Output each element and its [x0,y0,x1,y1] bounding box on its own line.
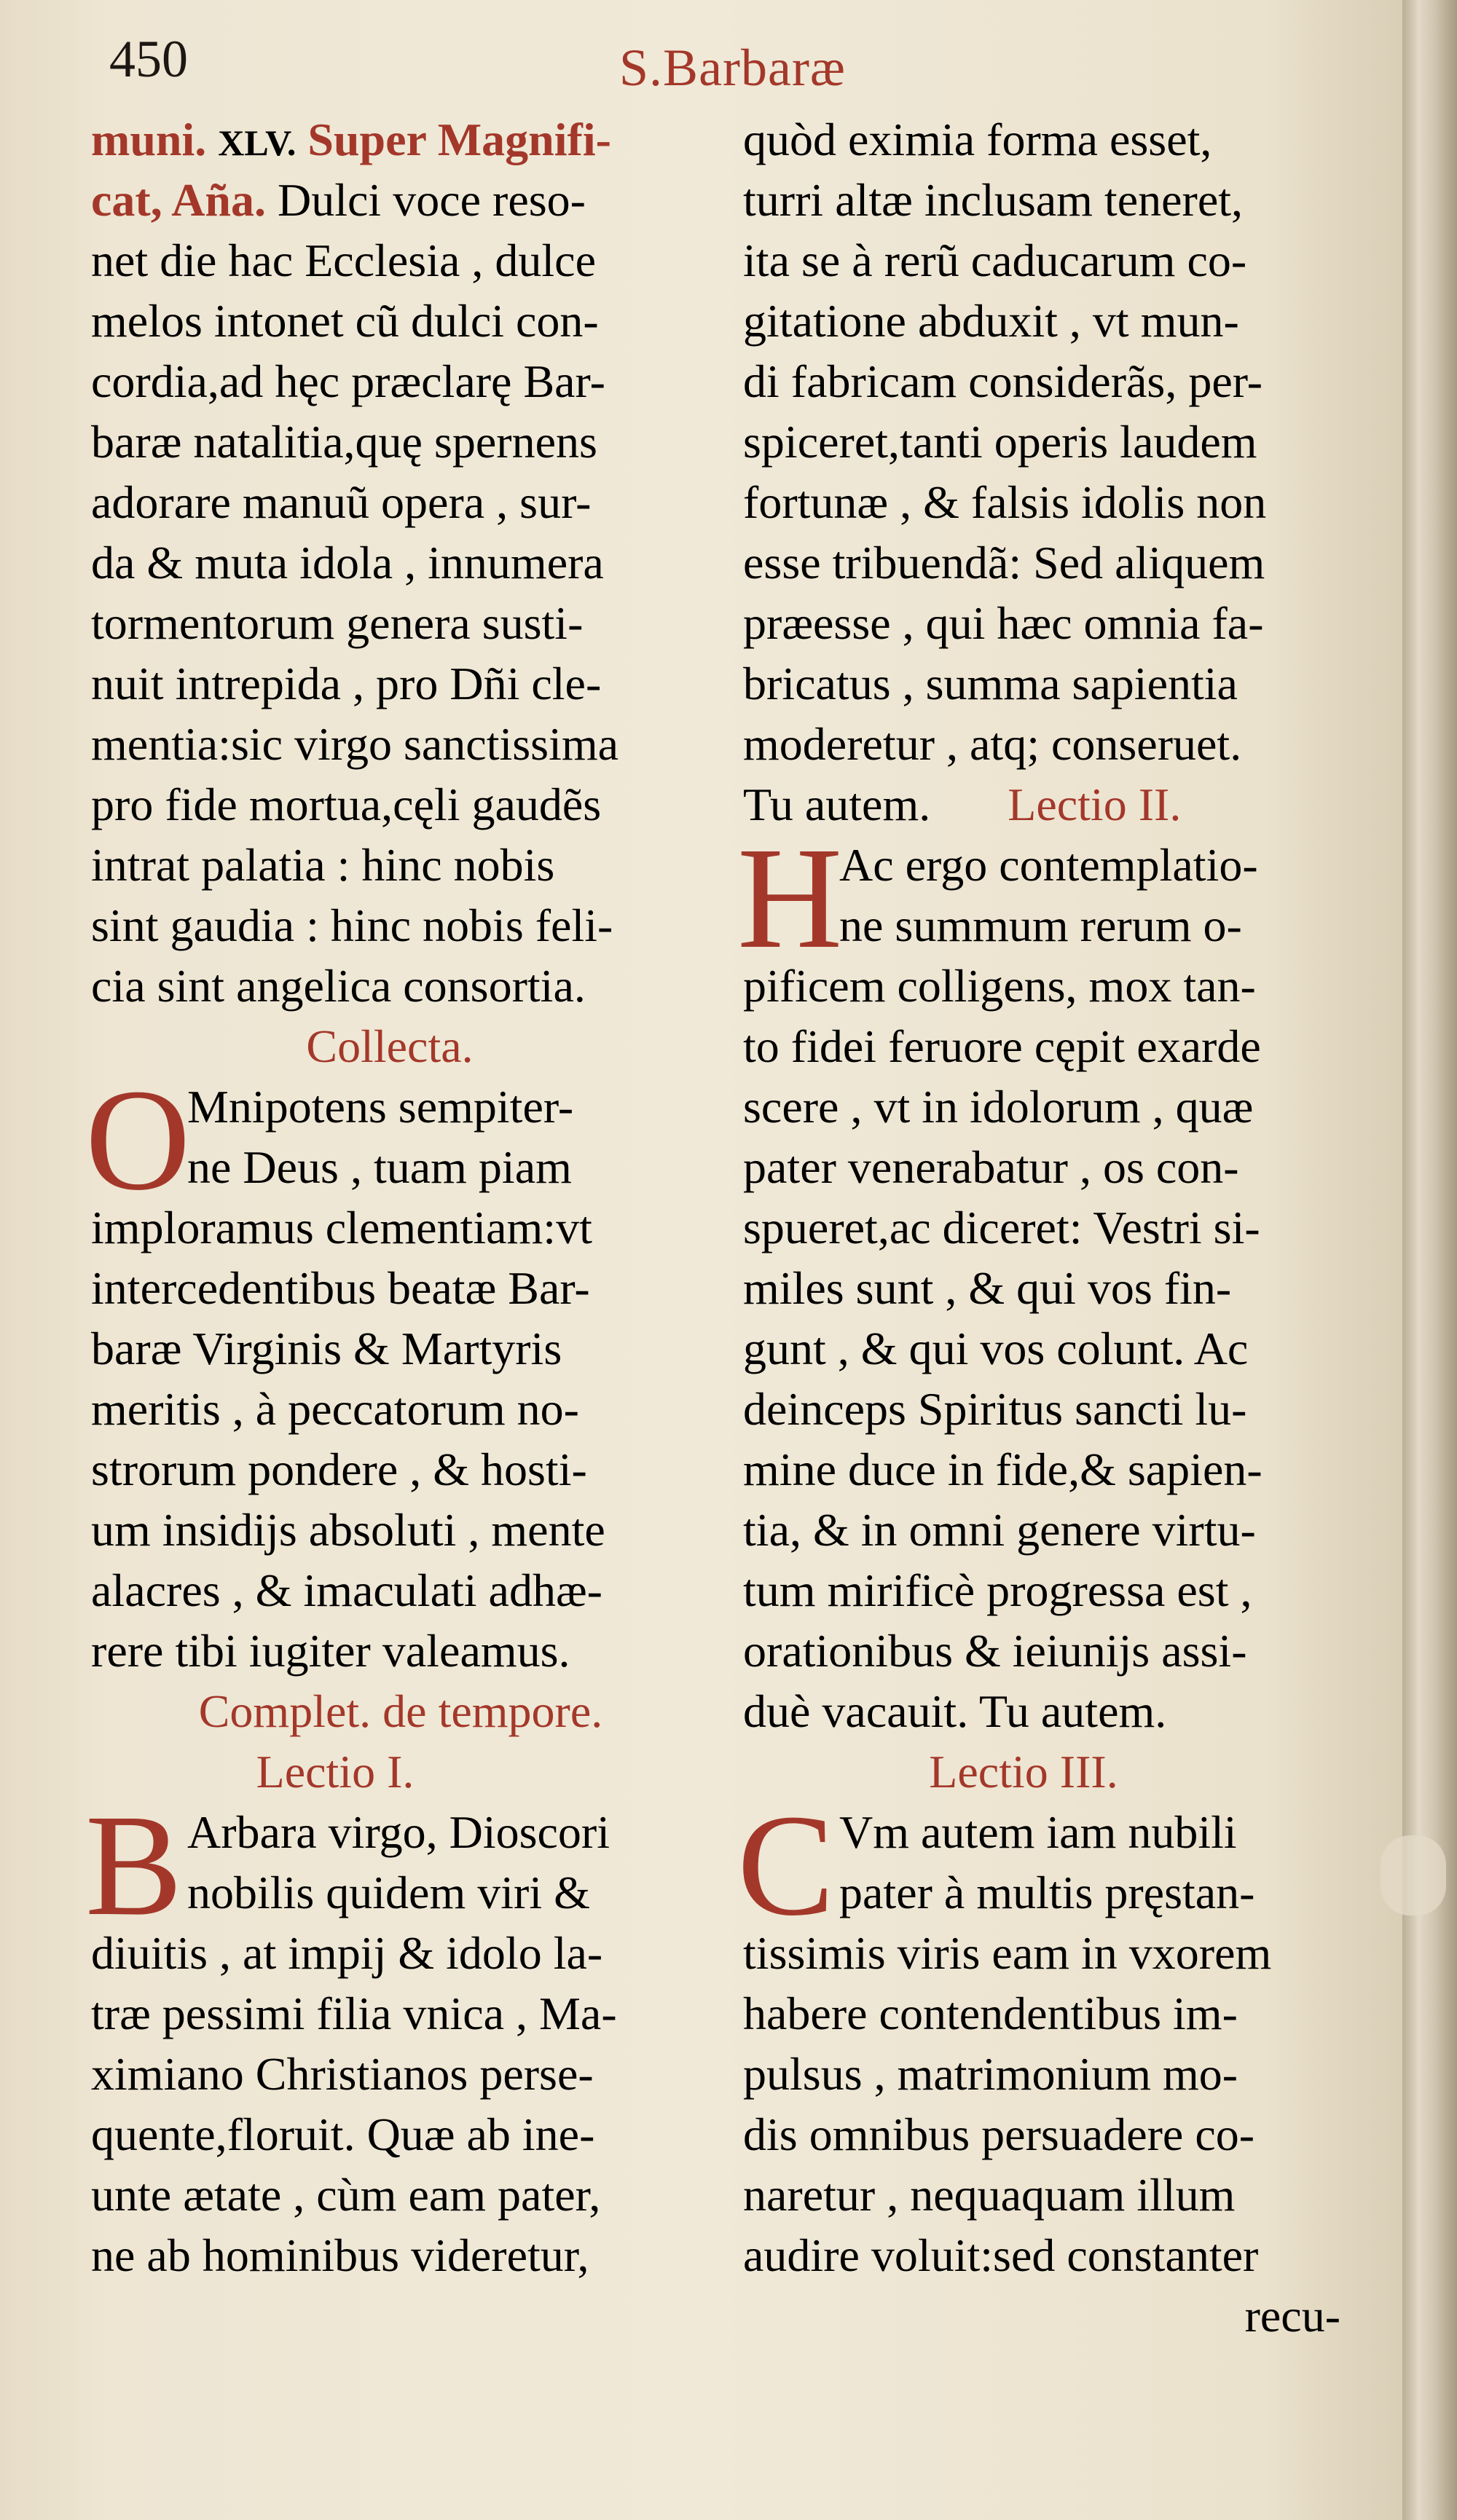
tu-autem: Tu autem. [743,779,931,830]
text-line: ne ab hominibus videretur, [91,2229,589,2281]
text-line: nobilis quidem viri & [187,1867,590,1918]
lectio-1-block [85,1785,710,2285]
text-line: moderetur , atq; conseruet. [743,718,1242,770]
text-line: cordia,ad hęc præclarę Bar- [91,355,605,407]
text-line: quente,floruit. Quæ ab ine- [91,2108,595,2160]
right-column [737,109,1348,2346]
rubric-number: XLV. [218,122,296,163]
text-line: miles sunt , & qui vos fin- [743,1262,1232,1314]
text-line: orationibus & ieiunijs assi- [743,1625,1247,1677]
text-line: tia, & in omni genere virtu- [743,1504,1256,1556]
text-line: træ pessimi filia vnica , Ma- [91,1988,617,2039]
text-line: rere tibi iugiter valeamus. [91,1625,570,1677]
text-line: spueret,ac diceret: Vestri si- [743,1202,1260,1253]
catchword: recu- [1244,2290,1340,2342]
text-line: pater venerabatur , os con- [743,1141,1239,1193]
drop-cap-o: O [85,1060,191,1221]
text-line: baræ natalitia,quę spernens [91,416,597,468]
text-line: tormentorum genera susti- [91,597,584,649]
text-line: scere , vt in idolorum , quæ [743,1081,1254,1133]
text-line: habere contendentibus im- [743,1988,1238,2039]
text-line: intercedentibus beatæ Bar- [91,1262,590,1314]
text-line: turri altæ inclusam teneret, [743,174,1243,226]
rubric-muni: muni. [91,114,207,165]
text-line: alacres , & imaculati adhæ- [91,1564,602,1616]
text-line: ne Deus , tuam piam [187,1141,572,1193]
text-line: Ac ergo contemplatio- [839,839,1258,891]
text-line: Mnipotens sempiter- [187,1081,574,1133]
text-line: Vm autem iam nubili [839,1806,1237,1858]
page-number: 450 [109,30,188,88]
text-line: naretur , nequaquam illum [743,2169,1236,2221]
text-line: fortunæ , & falsis idolis non [743,476,1267,528]
text-line: pro fide mortua,cęli gaudẽs [91,779,602,830]
text-line: um insidijs absoluti , mente [91,1504,605,1556]
drop-cap-h: H [737,818,843,979]
text-line: bricatus , summa sapientia [743,658,1238,709]
text-line: adorare manuũ opera , sur- [91,476,592,528]
antiphon-text [91,230,710,1016]
text-line: tum mirificè progressa est , [743,1564,1252,1616]
text-line: Arbara virgo, Dioscori [187,1806,610,1858]
text-line: sint gaudia : hinc nobis feli- [91,899,613,951]
heading-lectio-2: Lectio II. [1008,779,1182,830]
left-column [85,109,710,2285]
heading-lectio-3: Lectio III. [929,1746,1118,1798]
heading-collecta: Collecta. [306,1020,474,1072]
page-edge-mark [1381,1835,1446,1915]
text-line: cia sint angelica consortia. [91,960,586,1012]
text-line: præesse , qui hæc omnia fa- [743,597,1264,649]
text-line: ximiano Christianos perse- [91,2048,594,2100]
text-line: baræ Virginis & Martyris [91,1323,562,1374]
text-line: tissimis viris eam in vxorem [743,1927,1272,1979]
text-line: di fabricam considerãs, per- [743,355,1263,407]
text-line: pulsus , matrimonium mo- [743,2048,1238,2100]
drop-cap-c: C [737,1785,835,1946]
text-line: diuitis , at impij & idolo la- [91,1927,603,1979]
text-line [91,109,710,170]
text-line: duè vacauit. Tu autem. [743,1685,1167,1737]
text-line: quòd eximia forma esset, [743,114,1212,165]
text-line: imploramus clementiam:vt [91,1202,592,1253]
text-line: pater à multis pręstan- [839,1867,1255,1918]
antiphon-start: Dulci voce reso- [266,174,586,226]
text-line: spiceret,tanti operis laudem [743,416,1257,468]
text-line: net die hac Ecclesia , dulce [91,235,596,286]
heading-lectio-1: Lectio I. [256,1746,415,1798]
heading-complet: Complet. de tempore. [198,1685,603,1737]
lectio-3-block [737,1785,1348,2285]
page-edge [1402,0,1457,2520]
rubric-super-magnificat: Super Magnifi- [307,114,611,165]
rubric-antiphon: cat, Aña. [91,174,266,226]
text-line: deinceps Spiritus sancti lu- [743,1383,1247,1435]
text-line: unte ætate , cùm eam pater, [91,2169,601,2221]
text-line: to fidei feruore cępit exarde [743,1020,1261,1072]
text-line: da & muta idola , innumera [91,537,604,588]
text-line: ita se à rerũ caducarum co- [743,235,1247,286]
text-line: mentia:sic virgo sanctissima [91,718,619,770]
text-line: audire voluit:sed constanter [743,2229,1259,2281]
text-line: pificem colligens, mox tan- [743,960,1256,1012]
text-line: strorum pondere , & hosti- [91,1444,587,1495]
running-title: S.Barbaræ [619,39,846,97]
text-line: intrat palatia : hinc nobis [91,839,555,891]
text-line: gunt , & qui vos colunt. Ac [743,1323,1249,1374]
text-line: ne summum rerum o- [839,899,1242,951]
text-line: melos intonet cũ dulci con- [91,295,599,347]
lectio-continuation [743,109,1348,774]
text-line: esse tribuendã: Sed aliquem [743,537,1265,588]
text-line: mine duce in fide,& sapien- [743,1444,1262,1495]
text-line: meritis , à peccatorum no- [91,1383,579,1435]
text-line: gitatione abduxit , vt mun- [743,295,1239,347]
drop-cap-b: B [85,1785,183,1946]
lectio-2-block [737,818,1348,1741]
collecta-block [85,1060,710,1681]
text-line: dis omnibus persuadere co- [743,2108,1255,2160]
text-line: nuit intrepida , pro Dñi cle- [91,658,602,709]
text-line [91,170,710,230]
